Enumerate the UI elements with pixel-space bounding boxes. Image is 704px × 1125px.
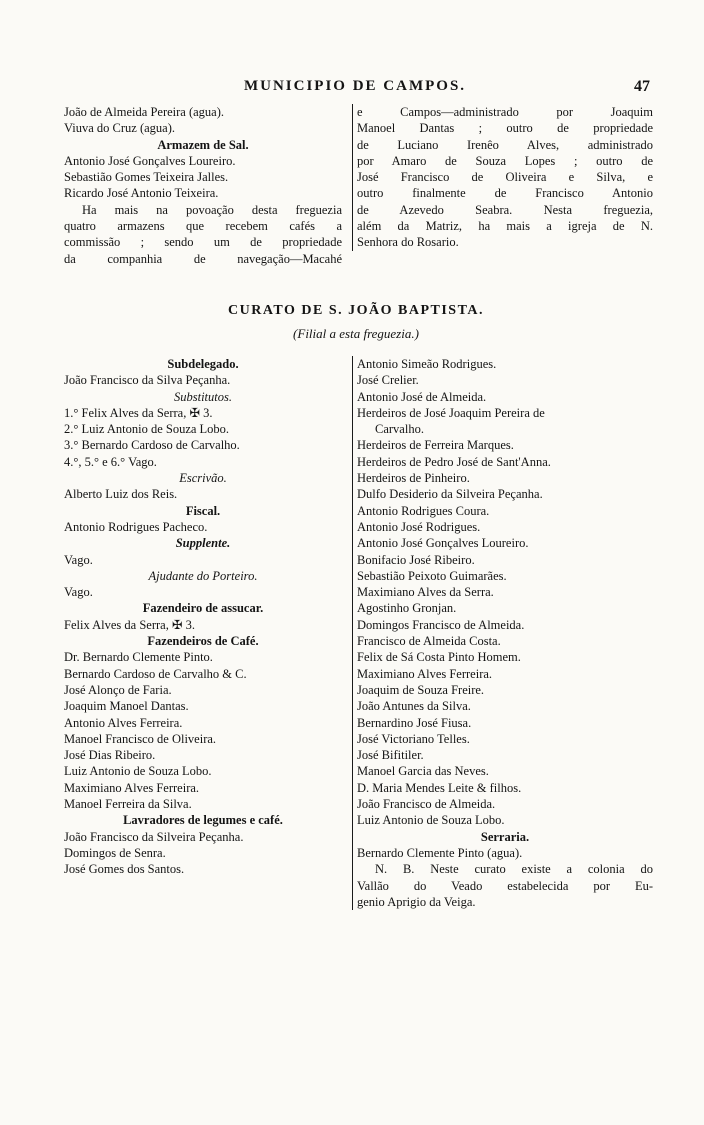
- note-line: genio Aprigio da Veiga.: [357, 894, 476, 909]
- substituto-item: 2.° Luiz Antonio de Souza Lobo.: [64, 422, 230, 437]
- fiscal-heading: Fiscal.: [185, 503, 221, 518]
- ajudante-heading: Ajudante do Porteiro.: [148, 568, 258, 583]
- escrivao-name: Alberto Luiz dos Reis.: [64, 487, 178, 502]
- list-item: Carvalho.: [375, 422, 424, 437]
- list-item: Antonio Alves Ferreira.: [64, 715, 183, 730]
- supplente-heading: Supplente.: [175, 536, 231, 551]
- list-item: Manoel Garcia das Neves.: [357, 764, 489, 779]
- serraria-name: Bernardo Clemente Pinto (agua).: [357, 845, 523, 860]
- lavradores-heading: Lavradores de legumes e café.: [123, 813, 283, 828]
- list-item: Bernardo Cardoso de Carvalho & C.: [64, 666, 247, 681]
- text-line: Viuva do Cruz (agua).: [64, 121, 176, 136]
- list-item: Antonio Rodrigues Coura.: [357, 503, 490, 518]
- paragraph-line: Ha mais na povoação desta freguezia: [82, 202, 342, 217]
- substitutos-heading: Substitutos.: [174, 389, 232, 404]
- list-item: Manoel Francisco de Oliveira.: [64, 731, 217, 746]
- list-item: Maximiano Alves da Serra.: [357, 585, 494, 600]
- substituto-item: 1.° Felix Alves da Serra, ✠ 3.: [64, 405, 213, 420]
- paragraph-line: e Campos—administrado por Joaquim: [357, 105, 653, 119]
- list-item: Herdeiros de Pinheiro.: [357, 471, 470, 486]
- list-item: Joaquim de Souza Freire.: [357, 682, 485, 697]
- page-number: 47: [634, 78, 650, 95]
- list-item: João Antunes da Silva.: [357, 699, 471, 714]
- list-item: Luiz Antonio de Souza Lobo.: [357, 813, 505, 828]
- list-item: Sebastião Peixoto Guimarães.: [357, 568, 507, 583]
- text-line: Ricardo José Antonio Teixeira.: [64, 186, 219, 201]
- list-item: Antonio José de Almeida.: [357, 389, 487, 404]
- substituto-item: 4.°, 5.° e 6.° Vago.: [64, 454, 157, 469]
- list-item: Herdeiros de José Joaquim Pereira de: [357, 405, 545, 420]
- list-item: Herdeiros de Pedro José de Sant'Anna.: [357, 454, 551, 469]
- paragraph-line: de Azevedo Seabra. Nesta freguezia,: [357, 202, 653, 217]
- paragraph-line: quatro armazens que recebem cafés a: [64, 219, 342, 234]
- ajudante-value: Vago.: [64, 585, 93, 600]
- top-right-column: [352, 104, 653, 251]
- list-item: Bernardino José Fiusa.: [357, 715, 472, 730]
- top-left-column: [64, 104, 342, 267]
- list-item: João Francisco de Almeida.: [357, 797, 496, 812]
- paragraph-line: Manoel Dantas ; outro de propriedade: [357, 121, 653, 136]
- note-line: Vallão do Veado estabelecida por Eu-: [357, 878, 653, 893]
- paragraph-line: commissão ; sendo um de propriedade: [64, 235, 342, 250]
- section-subtitle: (Filial a esta freguezia.): [293, 326, 419, 341]
- list-item: Joaquim Manoel Dantas.: [64, 699, 189, 714]
- list-item: José Victoriano Telles.: [357, 731, 470, 746]
- running-head: [60, 78, 650, 102]
- fazendeiro-assucar-heading: Fazendeiro de assucar.: [142, 601, 264, 616]
- list-item: Domingos Francisco de Almeida.: [357, 617, 525, 632]
- list-item: João Francisco da Silveira Peçanha.: [64, 829, 244, 844]
- section-title: CURATO DE S. JOÃO BAPTISTA.: [228, 303, 484, 318]
- list-item: Agostinho Gronjan.: [357, 601, 457, 616]
- text-line: João de Almeida Pereira (agua).: [64, 105, 225, 119]
- list-item: Francisco de Almeida Costa.: [357, 634, 501, 649]
- list-item: Dr. Bernardo Clemente Pinto.: [64, 650, 213, 665]
- officials-column: [64, 356, 342, 878]
- serraria-heading: Serraria.: [480, 829, 530, 844]
- subdelegado-name: João Francisco da Silva Peçanha.: [64, 373, 231, 388]
- fiscal-name: Antonio Rodrigues Pacheco.: [64, 519, 208, 534]
- list-item: Antonio José Rodrigues.: [357, 519, 481, 534]
- list-item: Maximiano Alves Ferreira.: [64, 780, 200, 795]
- paragraph-line: outro finalmente de Francisco Antonio: [357, 186, 653, 201]
- text-line: Antonio José Gonçalves Loureiro.: [64, 153, 236, 168]
- paragraph-line: por Amaro de Souza Lopes ; outro de: [357, 153, 653, 168]
- text-line: Sebastião Gomes Teixeira Jalles.: [64, 170, 229, 185]
- list-item: José Bifitiler.: [357, 748, 424, 763]
- fazendeiro-assucar-name: Felix Alves da Serra, ✠ 3.: [64, 617, 195, 632]
- list-item: Domingos de Senra.: [64, 845, 166, 860]
- fazendeiros-cafe-heading: Fazendeiros de Café.: [147, 634, 259, 649]
- list-item: Antonio Simeão Rodrigues.: [357, 357, 497, 371]
- note-line: N. B. Neste curato existe a colonia do: [375, 862, 653, 877]
- paragraph-line: de Luciano Irenêo Alves, administrado: [357, 137, 653, 152]
- subdelegado-heading: Subdelegado.: [167, 357, 239, 371]
- list-item: Felix de Sá Costa Pinto Homem.: [357, 650, 521, 665]
- list-item: Maximiano Alves Ferreira.: [357, 666, 493, 681]
- list-item: José Alonço de Faria.: [64, 682, 172, 697]
- paragraph-line: da companhia de navegação—Macahé: [64, 251, 342, 266]
- running-title: MUNICIPIO DE CAMPOS.: [243, 78, 467, 94]
- paragraph-line: além da Matriz, ha mais a igreja de N.: [357, 219, 653, 234]
- substituto-item: 3.° Bernardo Cardoso de Carvalho.: [64, 438, 240, 453]
- supplente-value: Vago.: [64, 552, 93, 567]
- list-item: Herdeiros de Ferreira Marques.: [357, 438, 514, 453]
- paragraph-line: Senhora do Rosario.: [357, 235, 459, 250]
- list-item: Dulfo Desiderio da Silveira Peçanha.: [357, 487, 543, 502]
- list-item: Luiz Antonio de Souza Lobo.: [64, 764, 212, 779]
- list-item: Bonifacio José Ribeiro.: [357, 552, 475, 567]
- armazem-heading: Armazem de Sal.: [157, 137, 249, 152]
- list-item: José Gomes dos Santos.: [64, 862, 185, 877]
- list-item: José Dias Ribeiro.: [64, 748, 156, 763]
- paragraph-line: José Francisco de Oliveira e Silva, e: [357, 170, 653, 185]
- list-item: Manoel Ferreira da Silva.: [64, 797, 192, 812]
- names-column: [352, 356, 653, 910]
- list-item: Antonio José Gonçalves Loureiro.: [357, 536, 529, 551]
- list-item: D. Maria Mendes Leite & filhos.: [357, 780, 522, 795]
- escrivao-heading: Escrivão.: [179, 471, 227, 486]
- list-item: José Crelier.: [357, 373, 419, 388]
